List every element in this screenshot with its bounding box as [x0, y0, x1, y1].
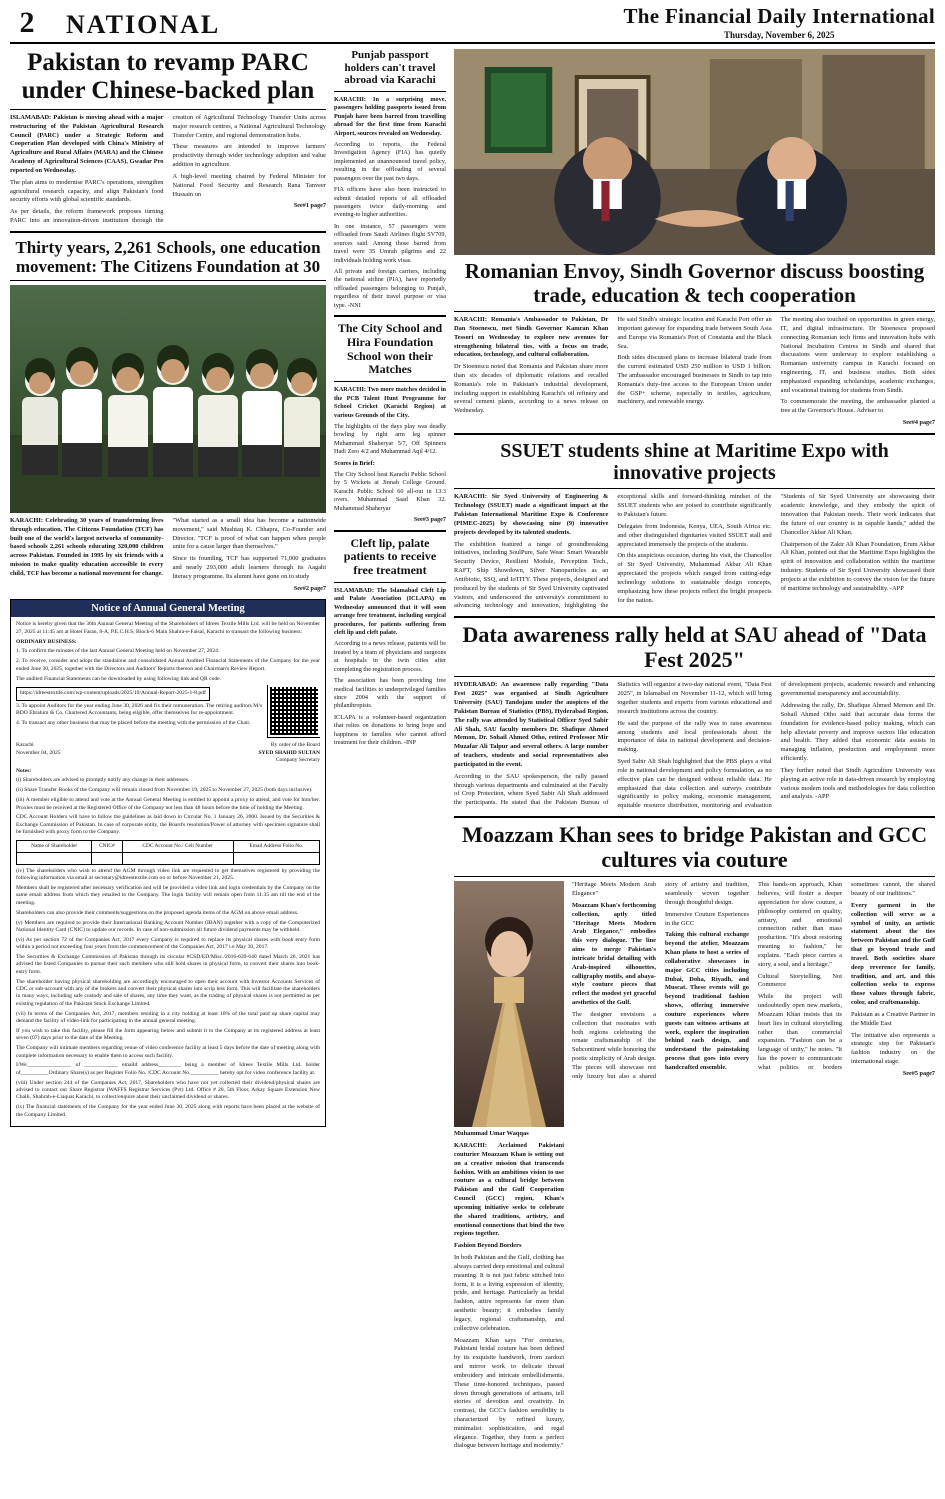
masthead-right: [623, 4, 935, 40]
parc-body: [10, 114, 326, 226]
agm-title: Notice of Annual General Meeting: [11, 600, 325, 617]
agm-th-2: CDC Account No./ Cell Number: [122, 840, 233, 852]
ssuet-para-4: "Students of Sir Syed University are showcasing their academic knowledge, and they embody the spirit of innovation that Pakistan needs. Their work indicates that the future of our country is in capable hands," added the Chancellor Akbar Ali Khan.: [780, 493, 935, 536]
agm-item-3: 3. To appoint Auditors for the year ending June 30, 2026 and fix their remuneration. The retiring auditors M/s BDO Ebrahim & Co. Chartered Accountants, being eligible, offer themselves for re-appointment.: [16, 702, 262, 717]
agm-note2-10: I/We________________ of ____________ emaild address________ being a member of Idrees Textile Mills Ltd. holder of__________Ordinary Share(s) as per Register Folio No. /CDC Account No.__________ hereby opt for video conference facility at.: [16, 1062, 320, 1076]
romania-para-1: Dr Stoenescu noted that Romania and Pakistan share more than six decades of diplomatic relations and recalled Romania's role in Pakistan's industrial development, including support in establishing Karachi's oil refinery and several cement plants, according to a news release on Wednesday.: [454, 363, 609, 415]
ssuet-para-2: Delegates from Indonesia, Kenya, UEA, South Africa etc. and other distinguished dignitaries visited SSUET stall and appreciated immensely the projects of the students.: [617, 522, 772, 548]
right-column: [454, 49, 935, 1454]
agm-note-3: CDC Account Holders will have to follow the guidelines as laid down in Circular No. 1 January 26, 2000. Issued by the Securities & Exchange Commission of Pakistan. In case of corporate entity, the Board's resolution/Power of attorney with specimen signature shall be furnished with proxy form to the Company.: [16, 814, 320, 836]
agm-note2-1: Members shall be registered after necessary verification and will be provided a video link and login credentials by the Company on the same email address from which they emailed to the Company. The login facility will remain open from 11:35 am till the end of the meeting.: [16, 885, 320, 906]
agm-item-0: 1. To confirm the minutes of the last Annual General Meeting held on November 27, 2024.: [16, 648, 220, 655]
couture-headline: Moazzam Khan sees to bridge Pakistan and GCC cultures via couture: [461, 822, 928, 872]
tcf-para-1: "What started as a small idea has become a nationwide movement," said Mushtaq K. Chhapra, Co-Founder and Director. "TCF is proof of what can happen when people unite for a cause larger than themselves.": [172, 517, 326, 551]
tcf-para-0: KARACHI: Celebrating 30 years of transforming lives through education, The Citizens Foundation (TCF) has built one of the world's largest networks of community-based schools 2,261 schools educating 320,000 children across Pakistan. Founded in 1995 by six friends with a mission to make quality education accessible to every child, TCF has become a national movement for change.: [10, 517, 164, 577]
agm-place: Karachi: [16, 742, 34, 749]
cleft-para-2: The association has been providing free medical facilities to underprivileged families since 2004 with the support of philanthropists.: [334, 677, 446, 710]
agm-item-2: The audited Financial Statements can be downloaded by using following link and QR code.: [16, 675, 222, 682]
publication-title: The Financial Daily International: [623, 4, 935, 28]
publication-date: Thursday, November 6, 2025: [723, 30, 835, 40]
cricket-body: [334, 386, 446, 524]
agm-signature-block: [16, 742, 320, 764]
couture-byline: Muhammad Umar Waqqas: [454, 1130, 529, 1138]
sau-para-3: Syed Sabir Ali Shah highlighted that the PBS plays a vital role in national development and policy formulation, as no effective plan can be designed without reliable data. He emphasized that data collection and surveys contribute significantly to policy making, economic management, equitable resource distribution, monitoring and evaluation of development projects, academic research and enhancing governmental transparency and accountability.: [617, 681, 935, 810]
agm-note2-8: If you wish to take this facility, please fill the form appearing below and submit it to the Company at its registered address at least seven (07) days prior to the date of the Meeting.: [16, 1027, 320, 1042]
agm-note2-11: (viii) Under section 244 of the Companies Act, 2017, Shareholders who have not yet collected their dividend/physical shares are advised to contact our Share Registrar (WAFFS Registrar Services (Pvt) Ltd. Office # 20, 5th Floor, Arkay Square Extension New Challi, Shahrah-e-Liaquat Karachi, to collect/enquire about their unclaimed dividend or shares.: [16, 1079, 320, 1101]
couture-para-14: The initiative also represents a strategic step for Pakistan's fashion industry on the international stage.: [851, 1031, 935, 1066]
couture-para-10: Cultural Storytelling, Not Commerce: [758, 972, 842, 989]
punjab-body: [334, 96, 446, 310]
couture-para-1: Fashion Beyond Borders: [454, 1242, 522, 1250]
romania-see-more[interactable]: See#4 page7: [902, 419, 935, 427]
agm-note-1: (ii) Share Transfer Books of the Company will remain closed from November 19, 2025 to November 27, 2025 (both days inclusive).: [16, 787, 313, 794]
parc-para-2: As per details, the reform framework proposes turning PARC into an innovation-driven institution through the creation of Agricultural Technology Transfer Units across major research centres, a National Agricultural Technology Transfer Centre, and regional demonstration hubs.: [10, 114, 326, 225]
agm-report-link[interactable]: https://idreestextile.com/wp-content/uploads/2025/10/Annual-Report-2025-1-8.pdf: [16, 687, 210, 700]
sau-para-4: Addressing the rally, Dr. Shafique Ahmed Memon and Dr. Sohail Ahmed Otho said that accurate data forms the foundation for evidence-based policy making, which can help alleviate poverty and improve sectors like education and health. They added that economic data assists in managing inflation, production and employment more efficiently.: [780, 702, 935, 763]
cricket-para-1: The highlights of the days play was deadly bowling by right arm leg spinner Muhammad Shaheryar 5/7, Off Spinners Hadi Zero 4/2 and Muhammad Aqil 4/12.: [334, 422, 446, 456]
agm-notice: [10, 599, 326, 1126]
masthead: [10, 0, 935, 44]
ssuet-para-0: KARACHI: Sir Syed University of Engineering & Technology (SSUET) made a significant impact at the Pakistan International Maritime Expo & Conference (PIMEC-2025) by showcasing nine (9) innovative projects developed by its talented students.: [454, 493, 609, 536]
cleft-para-1: According to a news release, patients will be treated by a team of physicians and surgeons at hospitals in the twin cities after completing the registration process.: [334, 640, 446, 673]
agm-note2-9: The Company will intimate members regarding venue of video conference facility at least 5 days before the date of meeting along with complete information necessary to enable them to access such facility.: [16, 1045, 320, 1059]
cleft-para-3: ICLAPA is a volunteer-based organization that relies on donations to bring hope and happiness to families who cannot afford treatment for their children. -INP: [334, 713, 446, 747]
parc-para-0: ISLAMABAD: Pakistan is moving ahead with a major restructuring of the Pakistan Agricultural Research Council (PARC) under a Strategic Reform and Cooperation Plan developed with China's Ministry of Agriculture and Rural Affairs (MARA) and the Chinese Academy of Agricultural Sciences (CAAS), Gwadar Pro reported on Wednesday.: [10, 114, 164, 174]
couture-para-13: Pakistan as a Creative Partner in the Middle East: [851, 1010, 935, 1027]
agm-note2-6: The shareholder having physical shareholding are accordingly encouraged to open their account with Investor Accounts Services of CDC or sub-account with any of the brokers and convert their physical shares into scrip less form. This will facilitate the shareholders in many ways, including safe custody and sale of shares, any time they want, as the trading of physical shares is not permitted as per existing regulation of the Pakistan Stock Exchange Limited.: [16, 978, 320, 1007]
sau-para-0: HYDERABAD: An awareness rally regarding "Data Fest 2025" was organised at Sindh Agriculture University (SAU) Tandojam under the auspices of the Pakistan Bureau of Statistics (PBS), Hyderabad Region. The rally was attended by Statistical Officer Syed Sabir Ali Shah, SAU faculty members Dr. Shafique Ahmed Memon, Dr. Sohail Ahmed Otho, retired Professor Mir Muzafar Ali Talpur and several others. A large number of teachers, students and social representatives also participated in the event.: [454, 681, 609, 768]
punjab-headline: Punjab passport holders can't travel abroad via Karachi: [344, 49, 436, 87]
agm-note2-5: The Securities & Exchange Commission of Pakistan through its circular #CSD/ED/Misc./2016-639-640 dated March 26, 2021 has advised the listed Companies to pursue their such members who still hold shares in physical form, to convert their shares into book-entry form.: [16, 954, 320, 975]
agm-intro: Notice is hereby given that the 36th Annual General Meeting of the Shareholders of Idrees Textile Mills Ltd. will be held on November 27, 2025 at 11:45 am at Hotel Faran, 8-A, P.E.C.H.S, Block-6 Main Shahra-e-Faisal, Karachi to transact the following business:: [16, 621, 320, 635]
agm-item-4: 4. To transact any other business that may be placed before the meeting with the permission of the Chair.: [16, 720, 251, 727]
couture-para-5: Moazzam Khan's forthcoming collection, aptly titled "Heritage Meets Modern Arab Elegance," embodies this very dialogue. The line aims to merge Pakistan's intricate bridal detailing with Arab-inspired silhouettes, calligraphy motifs, and abaya-style couture pieces that reflect the modest yet graceful aesthetics of the Gulf.: [572, 901, 656, 1007]
cricket-see-more[interactable]: See#3 page7: [413, 516, 446, 524]
romania-para-5: To commemorate the meeting, the ambassador planted a tree at the Governor's House. Adviser to: [780, 398, 935, 415]
cleft-headline: Cleft lip, palate patients to receive free treatment: [343, 535, 437, 578]
agm-note-0: (i) Shareholders are advised to promptly notify any change in their addresses.: [16, 777, 190, 784]
agm-date: November 04, 2025: [16, 749, 61, 756]
sau-para-5: They further noted that Sindh Agriculture University was playing an active role in data-driven research by employing various modern tools and methodologies for data collection and analysis. -APP: [780, 766, 935, 801]
tcf-body: [10, 517, 326, 593]
agm-ordinary-heading: ORDINARY BUSINESS:: [16, 638, 77, 645]
agm-note2-0: (iv) The shareholders who wish to attend the AGM through video link are requested to get themselves registered by providing the following information via email at secretary@idreestextile.com on or before November 21, 2025.: [16, 867, 320, 882]
agm-note-2: (iii) A member eligible to attend and vote at the Annual General Meeting is entitled to appoint a proxy to attend, and vote for him/her. Proxies must be received at the Registered Office of the Company not less than 48 hours before the time of holding the Meeting.: [16, 797, 320, 811]
agm-qr-code: [268, 685, 320, 737]
romania-para-3: Both sides discussed plans to increase bilateral trade from the current estimated USD 250 million to USD 1 billion. The ambassador encouraged businesses in Sindh to tap into Romania's duty-free access to the European Union under the GSP+ scheme, especially in textiles, agriculture, machinery, and renewable energy.: [617, 354, 772, 406]
parc-para-4: A high-level meeting chaired by Federal Minister for National Food Security and Research Rana Tanveer Hussain on: [172, 172, 326, 198]
couture-byline-block: [454, 1130, 564, 1451]
punjab-para-1: According to reports, the Federal Investigation Agency (FIA) has quietly implemented an unannounced travel policy, resulting in the offloading of several passengers over the past two days.: [334, 141, 446, 182]
couture-para-2: In both Pakistan and the Gulf, clothing has always carried deep emotional and cultural meaning. It is not just fabric stitched into form, it is a living expression of identity, pride, and heritage. Particularly as bridal fashion, attire represents far more than aesthetic beauty; it embodies family legacy, regional craftsmanship, and collective celebration.: [454, 1254, 564, 1332]
punjab-para-0: KARACHI: In a surprising move, passengers holding passports issued from Punjab have been barred from travelling abroad for the first time from Karachi Airport, sources revealed on Wednesday.: [334, 95, 446, 137]
romania-headline: Romanian Envoy, Sindh Governor discuss boosting trade, education & tech cooperation: [464, 259, 925, 307]
cricket-para-2: Scores in Brief:: [334, 459, 375, 467]
romania-para-4: The meeting also touched on opportunities in green energy, IT, and digital infrastructure. Dr Stoenescu proposed connecting Romanian tech firms and innovation hubs with National Incubation Centres in Sindh and shared that discussions were underway to explore establishing a Romanian university campus in Karachi focused on engineering, IT, and business studies. Both sides emphasized expanding scholarships, academic exchanges, and vocational training for students from Sindh.: [780, 316, 935, 394]
agm-note2-3: (v) Members are required to provide their International Banking Account Number (IBAN) together with a copy of the Computerized National Identity Card (CNIC) to update our records. In case of non-submission all future dividend payments may be withheld.: [16, 919, 320, 933]
cricket-para-0: KARACHI: Two more matches decided in the PCB Talent Hunt Programme for School Cricket (Karachi Region) at various Grounds of the City.: [334, 386, 446, 419]
section-name: NATIONAL: [66, 10, 221, 39]
couture-para-8: Taking this cultural exchange beyond the atelier, Moazzam Khan plans to host a series of collaborative showcases in major GCC cities including Dubai, Doha, Riyadh, and Muscat. These events will go beyond traditional fashion shows, offering immersive couture experiences where guests can witness artisans at work, explore the inspiration behind each design, and understand the painstaking process that goes into every handcrafted ensemble.: [665, 931, 749, 1071]
sau-headline: Data awareness rally held at SAU ahead of "Data Fest 2025": [462, 622, 927, 672]
page-number: 2: [19, 6, 35, 39]
agm-signatory: SYED SHAHID SULTAN: [258, 749, 320, 756]
romania-photo: [454, 49, 935, 255]
agm-th-3: Email Address Folio No.: [233, 840, 319, 852]
cleft-body: [334, 587, 446, 748]
agm-body: [11, 617, 325, 1125]
couture-para-12: Every garment in the collection will serve as a symbol of unity, an artistic statement about the ties between Pakistan and the Gulf that go beyond trade and travel. Both societies share deep reverence for family, tradition, and art, and this collection seeks to express those values through fabric, color, and craftsmanship.: [851, 901, 935, 1007]
agm-th-0: Name of Shareholder: [17, 840, 92, 852]
agm-th-1: CNIC#: [92, 840, 122, 852]
parc-para-3: These measures are intended to improve farmers' productivity through wider technology adoption and value addition in agriculture.: [172, 143, 326, 169]
couture-see-more[interactable]: See#5 page7: [902, 1069, 935, 1077]
couture-para-11: While the project will undoubtedly open new markets, Moazzam Khan insists that its heart lies in cultural storytelling rather than commercial expansion. "Fashion can be a language of unity," he notes. "It has the power to communicate what politics or borders sometimes cannot, the shared beauty of our traditions.": [758, 881, 935, 1071]
parc-see-more[interactable]: See#1 page7: [293, 202, 326, 210]
tcf-para-2: Since its founding, TCF has supported 71,000 graduates and nearly 293,000 adult learners through its Aagahi literacy programme. Its alumni have gone on to study: [172, 555, 326, 580]
couture-photo: [454, 881, 564, 1127]
ssuet-para-3: On this auspicious occasion, during his visit, the Chancellor of Sir Syed University, Muhammad Akbar Ali Khan appreciated the projects which ranged from cutting-edge technology solutions to sustainable design concepts, emphasizing how these projects reflect the bright prospects for the nation.: [617, 552, 772, 604]
cleft-para-0: ISLAMABAD: The Islamabad Cleft Lip and Palate Association (ICLAPA) on Wednesday announced that it will soon arrange free treatment, including surgical procedures, for patients suffering from cleft lip and cleft palate.: [334, 586, 446, 637]
agm-item-1: 2. To receive, consider and adopt the standalone and consolidated Annual Audited Financial Statements of the Company for the year ended June 30, 2025, together with the Directors and Auditors' Reports thereon and Chairman's Review Report.: [16, 658, 320, 672]
agm-notes-heading: Notes:: [16, 767, 32, 774]
romania-body: [454, 316, 935, 428]
couture-para-7: Immersive Couture Experiences in the GCC: [665, 910, 749, 927]
romania-para-0: KARACHI: Romania's Ambassador to Pakistan, Dr Dan Stoenescu, met Sindh Governor Kamran Khan Tessori on Wednesday to explore new avenues for strengthening bilateral ties, with a focus on trade, education, technology, and cultural collaboration.: [454, 316, 609, 359]
middle-column: [334, 49, 446, 1454]
sau-para-1: According to the SAU spokesperson, the rally passed through various departments and culminated at the Faculty of Crop Protection, where Syed Sabir Ali Shah addressed the participants. He stated that the Pakistan Bureau of Statistics will organize a two-day national event, "Data Fest 2025", in Islamabad on November 11-12, which will bring together students and experts from various educational and research institutions across the country.: [454, 681, 772, 807]
agm-note2-7: (vii) In terms of the Companies Act, 2017, members residing in a city holding at least 10% of the total paid up share capital may demand the facility of video-link for participating in the annual general meeting.: [16, 1010, 320, 1025]
top-area: [10, 49, 935, 1454]
agm-by-order: By order of the Board: [270, 742, 320, 749]
punjab-para-3: In one instance, 57 passengers were offloaded from Saudi Airlines flight SV709, sources said. Among those barred from travel were 35 Umrah pilgrims and 22 individuals holding work visas.: [334, 222, 446, 264]
punjab-para-2: FIA officers have also been instructed to submit detailed reports of all offloaded passengers twice daily-morning and evening-to higher authorities.: [334, 186, 446, 219]
tcf-headline: Thirty years, 2,261 Schools, one education movement: The Citizens Foundation at 30: [15, 237, 321, 276]
parc-headline: Pakistan to revamp PARC under Chinese-backed plan: [21, 49, 315, 104]
couture-para-0: KARACHI: Acclaimed Pakistani couturier Moazzam Khan is setting out on a creative mission that transcends fashion. With an ambitious vision to use couture as a cultural bridge between Pakistan and the Gulf Cooperation Council (GCC) region, Khan's upcoming initiative seeks to celebrate the shared traditions, artistry, and emotional connections that bind the two regions together.: [454, 1142, 564, 1238]
couture-body: [572, 881, 935, 1081]
romania-para-2: He said Sindh's strategic location and Karachi Port offer an important gateway for expanding trade between South Asia and Europe via Romania's Port of Constanta and the Black Sea.: [617, 316, 772, 350]
tcf-photo: [10, 285, 326, 513]
couture-para-3: Moazzam Khan says "For centuries, Pakistani bridal couture has been defined by its exquisite handwork, from zardozi and mirror work to delicate thread embroidery and intricate embellishments. These time-honored techniques, passed down through generations of artisans, tell stories of devotion and creativity. In contrast, the GCC's fashion sensibility is characterized by refined luxury, minimalist sophistication, and regal elegance. Together, they form a perfect dialogue between heritage and modernity.": [454, 1336, 564, 1450]
ssuet-headline: SSUET students shine at Maritime Expo with innovative projects: [500, 439, 889, 485]
agm-note2-4: (vi) As per section 72 of the Companies Act, 2017 every Company is required to replace its physical shares with book entry form within a period not exceeding four years from the commencement of the Companies Act, 2017 i.e May 30, 2017.: [16, 936, 320, 951]
couture-para-4: "Heritage Meets Modern Arab Elegance": [572, 881, 656, 898]
sau-body: [454, 681, 935, 811]
ssuet-body: [454, 493, 935, 611]
agm-shareholder-table: [16, 840, 320, 865]
parc-para-1: The plan aims to modernise PARC's operations, strengthen agricultural research capacity, and align Pakistan's food security efforts with global scientific standards.: [10, 178, 164, 204]
cricket-headline: The City School and Hira Foundation School won their Matches: [337, 321, 443, 377]
tcf-see-more[interactable]: See#2 page7: [293, 584, 326, 592]
cricket-para-3: The City School beat Karachi Public School by 5 Wickets at Jinnah College Ground. Karachi Public School 60 all-out in 13.3 overs. Muhammad Saad Khan 32. Muhammad Shaheryar: [334, 471, 446, 512]
ssuet-para-5: Chairperson of the Zakir Ali Khan Foundation, Erum Akbar Ali Khan, pointed out that the Maritime Expo highlights the spirit of innovation and collaboration within the maritime industry. Students of Sir Syed University showcased their projects at the exhibition to convey the vision for the future of maritime technology and sustainability. -APP: [780, 540, 935, 592]
sau-para-2: He said the purpose of the rally was to raise awareness among students and local professionals about the importance of data in national development and decision-making.: [617, 719, 772, 754]
ssuet-para-1: The exhibition featured a range of groundbreaking initiatives, including SoulPure, Safe Wear: Smart Wearable Security Device, Resilient Module, Perception Tech., RAFT, Ship Showdown, Silver Nanoparticles as an Antibiotic, SSQ, and IoTITY. These projects, designed and produced by the students of Sir Syed University captivated visitors, and underscored the university's commitment to advancing technology and innovation, highlighting the exceptional skills and forward-thinking mindset of the SSUET students who are poised to contribute significantly to Pakistan's future.: [454, 493, 772, 610]
punjab-para-4: All private and foreign carriers, including the national airline (PIA), have reportedly offloaded passengers belonging to Punjab, regardless of their travel purpose or visa type. -NNI: [334, 267, 446, 309]
couture-para-9: This hands-on approach, Khan believes, will foster a deeper appreciation for slow couture, a philosophy centered on quality, artistry, and emotional connection rather than mass production. "It's about restoring meaning to fashion," he explains. "Each piece carries a story, a soul, and a heritage.": [758, 881, 842, 968]
agm-signatory-title: Company Secretary: [275, 757, 320, 764]
couture-para-6: The designer envisions a collection that resonates with both regions celebrating the ornate craftsmanship of the Subcontinent while honoring the poetic simplicity of Arab design. The pieces will showcase not only luxury but also a shared story of artistry and tradition, seamlessly woven together through thoughtful design.: [572, 881, 749, 1080]
left-column: [10, 49, 326, 1454]
agm-note2-12: (ix) The financial statements of the Company for the year ended June 30, 2025 along with reports have been placed at the website of the Company Limited.: [16, 1104, 320, 1118]
agm-note2-2: Shareholders can also provide their comments/suggestions on the proposed agenda items of the AGM on above email address.: [16, 909, 299, 916]
table-row: [17, 852, 320, 864]
